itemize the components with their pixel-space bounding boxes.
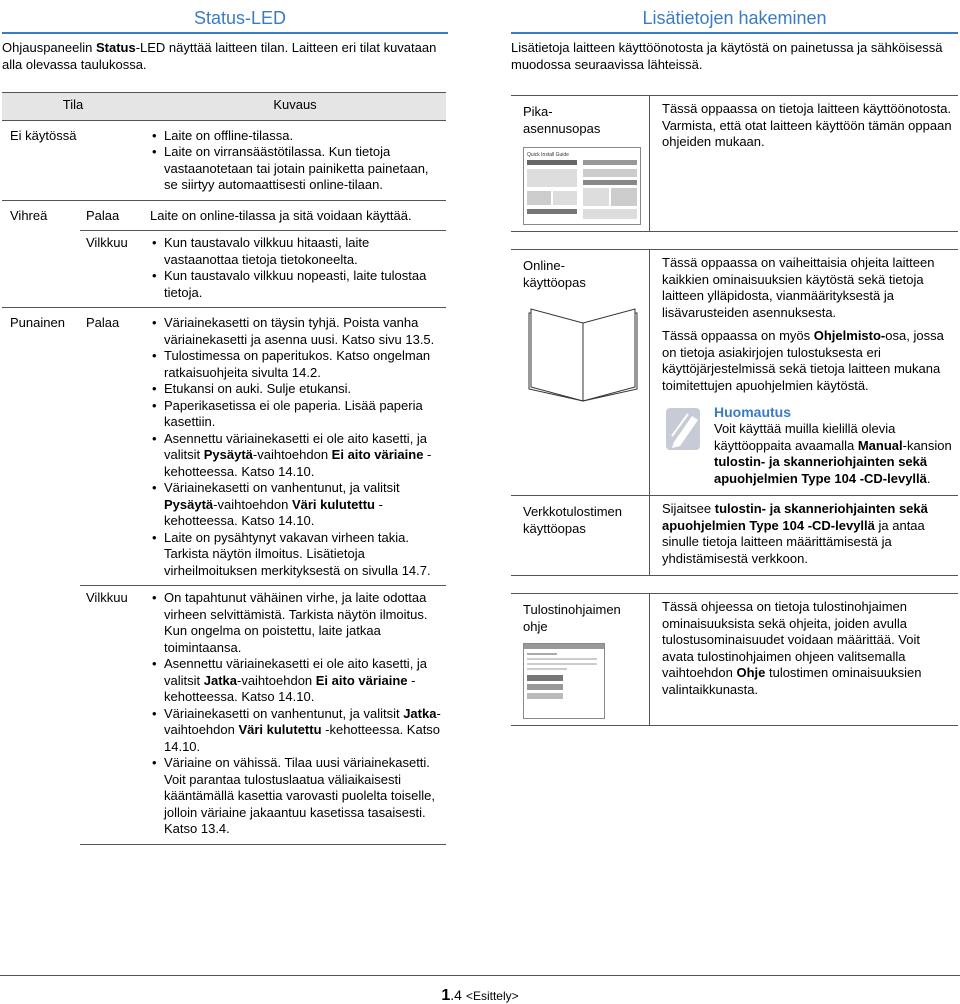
- mode-palaa: Palaa: [80, 200, 144, 231]
- network-guide-label: Verkkotulostimen käyttöopas: [523, 504, 622, 536]
- list-item: • Asennettu väriainekasetti ei ole aito kasetti, ja valitsit Jatka-vaihtoehdon Ei aito väriaine -kehotteessa. Katso 14.10.: [150, 656, 442, 706]
- mode-vilkkuu: Vilkkuu: [80, 586, 144, 845]
- table-row: [511, 96, 958, 232]
- online-guide-software: Tässä oppaassa on myös Ohjelmisto-osa, jossa on tietoja asiakirjojen tulostuksesta eri käyttöjärjestelmissä sekä tietoja laitteen mukana toimitettujen apuohjelmien käytöstä.: [662, 328, 944, 393]
- list-item: • Laite on pysähtynyt vakavan virheen takia. Tarkista näytön ilmoitus. Lisätietoja virheilmoituksen merkityksestä on sivulla 14.7.: [150, 530, 442, 580]
- resources-table: [511, 95, 958, 726]
- list-item: • Tulostimessa on paperitukos. Katso ongelman ratkaisuohjeita sivulta 14.2.: [150, 348, 442, 381]
- page-footer: [0, 975, 960, 1004]
- status-led-intro: Ohjauspaneelin Status-LED näyttää laitteen tilan. Laitteen eri tilat kuvataan alla olevassa taulukossa.: [2, 40, 437, 72]
- more-info-title: Lisätietojen hakeminen: [511, 0, 958, 34]
- note-text: Voit käyttää muilla kielillä olevia käyttöoppaita avaamalla Manual-kansion tulostin- ja skanneriohjainten sekä apuohjelmien Type 104 -CD-levyllä.: [714, 421, 952, 486]
- table-row: [511, 594, 958, 726]
- header-tila: Tila: [2, 93, 144, 121]
- list-item: • On tapahtunut vähäinen virhe, ja laite odottaa virheen selvittämistä. Tarkista näytön ilmoitus. Kun ongelma on poistettu, laite jatkaa toimintaansa.: [150, 590, 442, 656]
- state-green: Vihreä: [2, 200, 80, 308]
- more-info-intro: Lisätietoja laitteen käyttöönotosta ja käytöstä on painetussa ja sähköisessä muodossa seuraavissa lähteissä.: [511, 40, 943, 72]
- note-box: [662, 404, 954, 487]
- list-item: • Väriaine on vähissä. Tilaa uusi väriainekasetti. Voit parantaa tulostuslaatua väliaikaisesti kääntämällä kasettia varovasti puolelta toiselle, jolloin väriaine jakaantuu kasetissa tasaisesti. Katso 13.4.: [150, 755, 442, 838]
- note-icon: [662, 406, 706, 452]
- list-item: • Laite on virransäästötilassa. Kun tietoja vastaanotetaan tai jotain painiketta painetaan, se siirtyy automaattisesti online-tilaan.: [150, 144, 442, 194]
- quick-guide-desc: Tässä oppaassa on tietoja laitteen käyttöönotosta. Varmista, että otat laitteen käyttöön tämän oppaan ohjeiden mukaan.: [650, 96, 959, 232]
- green-vilkkuu-list: [150, 235, 442, 301]
- list-item: • Laite on offline-tilassa.: [150, 128, 442, 145]
- quick-guide-thumbnail-icon: [523, 147, 641, 225]
- list-item: • Kun taustavalo vilkkuu hitaasti, laite vastaanottaa tietoja tietokoneelta.: [150, 235, 442, 268]
- offline-list: [150, 128, 442, 194]
- list-item: • Kun taustavalo vilkkuu nopeasti, laite tulostaa tietoja.: [150, 268, 442, 301]
- driver-help-thumbnail-icon: [523, 643, 605, 719]
- green-palaa-text: Laite on online-tilassa ja sitä voidaan käyttää.: [144, 200, 446, 231]
- red-palaa-list: [150, 315, 442, 579]
- online-guide-desc: Tässä oppaassa on vaiheittaisia ohjeita laitteen kaikkien ominaisuuksien käytöstä sekä tietoja laitteen ylläpidosta, vianmäärityksestä ja lisävarusteiden asennuksesta.: [662, 255, 935, 320]
- note-title: Huomautus: [714, 404, 791, 420]
- table-row: [2, 200, 446, 231]
- header-kuvaus: Kuvaus: [144, 93, 446, 121]
- online-guide-label: Online- käyttöopas: [523, 258, 586, 290]
- list-item: • Paperikasetissa ei ole paperia. Lisää paperia kasettiin.: [150, 398, 442, 431]
- status-led-table: [2, 92, 446, 845]
- page-number: 1.4 <Esittely>: [441, 987, 519, 1004]
- table-row: [511, 496, 958, 576]
- list-item: • Asennettu väriainekasetti ei ole aito kasetti, ja valitsit Pysäytä-vaihtoehdon Ei aito väriaine -kehotteessa. Katso 14.10.: [150, 431, 442, 481]
- table-row: [2, 308, 446, 586]
- status-led-section: [2, 0, 448, 845]
- state-offline: Ei käytössä: [10, 127, 77, 143]
- list-item: • Väriainekasetti on vanhentunut, ja valitsit Pysäytä-vaihtoehdon Väri kulutettu -kehotteessa. Katso 14.10.: [150, 480, 442, 530]
- red-vilkkuu-list: [150, 590, 442, 838]
- list-item: • Väriainekasetti on täysin tyhjä. Poista vanha väriainekasetti ja asenna uusi. Katso sivu 13.5.: [150, 315, 442, 348]
- open-book-icon: [523, 305, 643, 405]
- table-row: [2, 120, 446, 200]
- quick-guide-label: Pika- asennusopas: [523, 104, 601, 136]
- driver-help-label: Tulostinohjaimen ohje: [523, 602, 621, 634]
- table-row: [511, 250, 958, 496]
- svg-text:Quick Install Guide: Quick Install Guide: [527, 152, 569, 158]
- list-item: • Väriainekasetti on vanhentunut, ja valitsit Jatka-vaihtoehdon Väri kulutettu -kehotteessa. Katso 14.10.: [150, 706, 442, 756]
- driver-help-desc: Tässä ohjeessa on tietoja tulostinohjaimen ominaisuuksista sekä ohjeita, joiden avulla tulostusominaisuudet voidaan määrittää. Voit avata tulostinohjaimen ohjeen valitsemalla vaihtoehdon Ohje tulostimen ominaisuuksien valintaikkunasta.: [650, 594, 959, 726]
- mode-palaa: Palaa: [80, 308, 144, 586]
- list-item: • Etukansi on auki. Sulje etukansi.: [150, 381, 442, 398]
- more-info-section: [511, 0, 958, 726]
- network-guide-desc: Sijaitsee tulostin- ja skanneriohjainten sekä apuohjelmien Type 104 -CD-levyllä ja antaa sinulle tietoja laitteen määrittämisestä ja yhdistämisestä verkkoon.: [650, 496, 959, 576]
- state-red: Punainen: [2, 308, 80, 845]
- status-led-title: Status-LED: [2, 0, 448, 34]
- mode-vilkkuu: Vilkkuu: [80, 231, 144, 308]
